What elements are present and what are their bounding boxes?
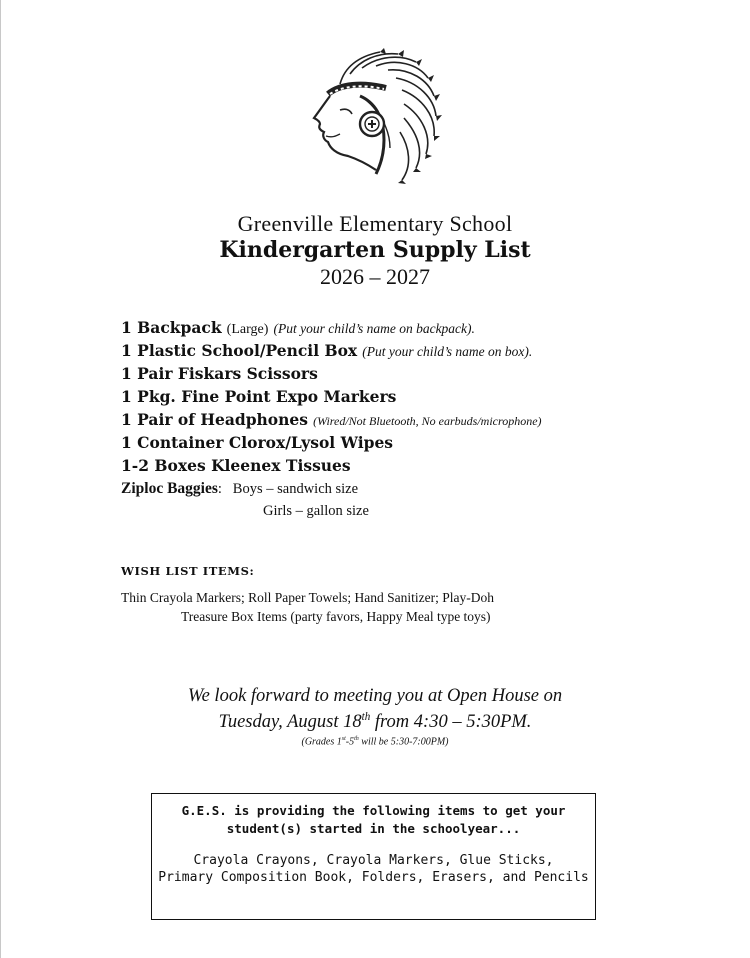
item-note: (Put your child’s name on box). — [362, 344, 533, 359]
wish-list-line: Treasure Box Items (party favors, Happy Meal type toys) — [181, 609, 491, 624]
ziploc-label: Ziploc Baggies — [121, 480, 218, 497]
item-name: 1 Container Clorox/Lysol Wipes — [121, 433, 394, 452]
item-name: 1 Pair of Headphones — [121, 410, 309, 429]
body-line: Primary Composition Book, Folders, Erasers, and Pencils — [158, 870, 589, 885]
ziploc-item: Ziploc Baggies: Boys – sandwich size — [121, 480, 359, 497]
grades-note — [0, 736, 750, 747]
grades-text: -5 — [345, 736, 355, 748]
item-name: 1 Pair Fiskars Scissors — [121, 364, 318, 383]
provided-items-heading — [152, 802, 595, 838]
open-house-date — [0, 711, 750, 733]
list-item — [121, 316, 721, 339]
item-name: 1 Pkg. Fine Point Expo Markers — [121, 387, 397, 406]
heading-line: G.E.S. is providing the following items to get your — [181, 803, 566, 818]
school-name: Greenville Elementary School — [237, 211, 513, 236]
item-name: 1-2 Boxes Kleenex Tissues — [121, 456, 351, 475]
wish-list-line: Thin Crayola Markers; Roll Paper Towels; Hand Sanitizer; Play-Doh — [121, 590, 494, 605]
list-item — [121, 339, 721, 362]
wish-list-heading: WISH LIST ITEMS: — [121, 564, 255, 578]
list-item — [121, 362, 721, 385]
list-item — [121, 385, 721, 408]
page-edge — [0, 0, 1, 958]
supply-list — [121, 316, 721, 523]
ziploc-item-girls — [121, 500, 721, 523]
provided-items-box — [151, 793, 596, 920]
grades-ordinal: st — [341, 736, 346, 742]
school-year: 2026 – 2027 — [320, 264, 430, 289]
item-size: (Large) — [226, 322, 269, 337]
ziploc-girls: Girls – gallon size — [263, 503, 369, 519]
item-name: 1 Plastic School/Pencil Box — [121, 341, 358, 360]
item-note: (Put your child’s name on backpack). — [273, 321, 475, 336]
date-time: from 4:30 – 5:30PM. — [370, 712, 532, 733]
list-item — [121, 408, 721, 431]
date-text: Tuesday, August 18 — [218, 712, 362, 733]
body-line: Crayola Crayons, Crayola Markers, Glue Sticks, — [193, 853, 554, 868]
ziploc-boys: Boys – sandwich size — [232, 481, 359, 497]
grades-text: (Grades 1 — [301, 736, 342, 748]
chief-headdress-logo — [300, 44, 450, 184]
grades-ordinal: th — [354, 736, 359, 742]
date-ordinal: th — [361, 711, 371, 723]
grades-text: will be 5:30-7:00PM) — [358, 736, 449, 748]
page-title: Kindergarten Supply List — [219, 237, 531, 263]
list-item — [121, 431, 721, 454]
provided-items-list — [152, 852, 595, 886]
heading-line: student(s) started in the schoolyear... — [226, 821, 521, 836]
list-item — [121, 454, 721, 477]
item-name: 1 Backpack — [121, 318, 222, 337]
open-house-message: We look forward to meeting you at Open House on — [187, 686, 563, 706]
item-note: (Wired/Not Bluetooth, No earbuds/microphone) — [313, 414, 542, 428]
